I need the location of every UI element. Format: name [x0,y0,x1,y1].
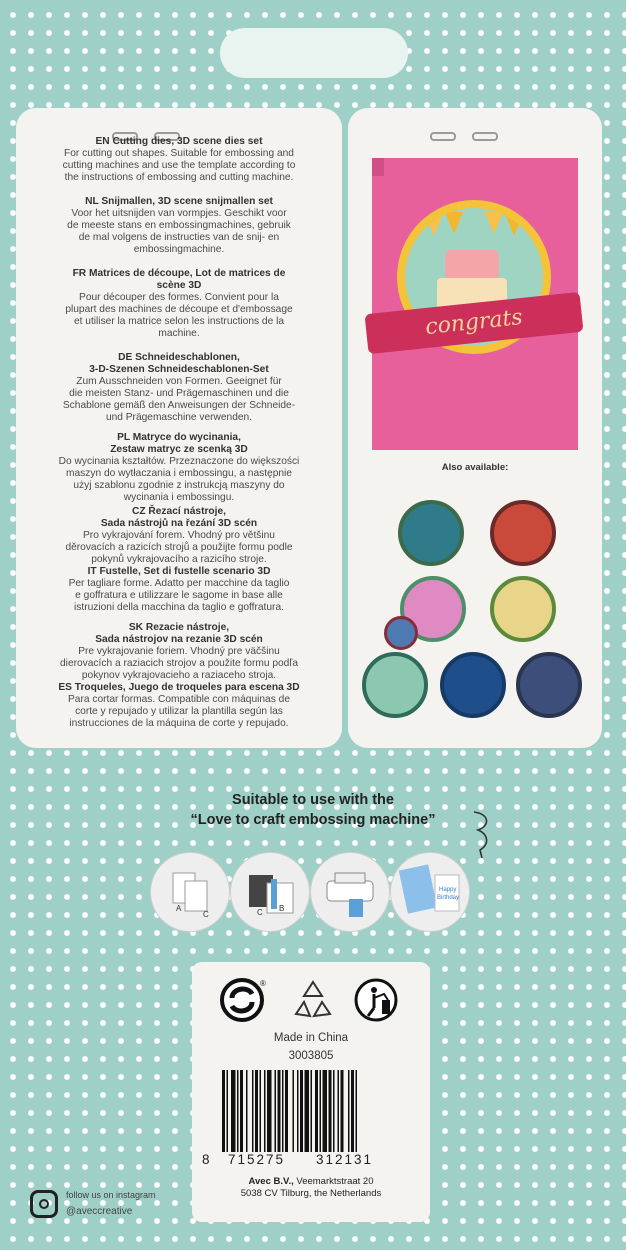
step-3-machine [310,852,390,932]
bunting-icon [405,208,543,248]
instruction-body-line: Pour découper des formes. Convient pour la [79,292,279,303]
instruction-body-line: Schablone gemäß den Anweisungen der Schneide- [62,400,296,411]
thumb-park [362,652,428,718]
instruction-title: NL Snijmallen, 3D scene snijmallen set [85,196,273,207]
barcode-bar [323,1070,328,1152]
instruction-title-2: scène 3D [156,280,202,291]
instruction-block [16,506,342,566]
instruction-block [16,196,342,256]
info-panel: ® Made in China 3003805 8 715275 312131 Avec B.V., Veemarktstraat 20 5038 CV Tilburg, the Netherlands [192,962,430,1222]
barcode-bar [231,1070,236,1152]
staples [430,128,514,138]
svg-text:®: ® [260,979,266,988]
thumb-stage [490,500,556,566]
step-2-sandwich [230,852,310,932]
barcode-bar [333,1070,335,1152]
instruction-body-line: Per tagliare forme. Adatto per macchine da taglio [68,578,290,589]
instruction-body-line: embossingmachine. [133,244,225,255]
instruction-body-line: Pro vykrajování forem. Vhodný pro většinu [83,530,275,541]
instruction-body-line: the instructions of embossing and cutting machine. [64,172,294,183]
barcode-bar [252,1070,254,1152]
instruction-title-2: Sada nástrojov na rezanie 3D scén [95,634,263,645]
barcode-bar [348,1070,350,1152]
instruction-body-line: de meeste stans en embossingmachines, gebruik [67,220,291,231]
instruction-block [16,268,342,340]
thumb-ocean [440,652,506,718]
card-fold [372,158,384,176]
instruction-title: DE Schneideschablonen, [118,352,240,363]
svg-text:B: B [279,904,285,913]
svg-text:C: C [257,908,263,917]
instruction-body-line: corte y repujado y utilizar la plantilla según las [75,706,283,717]
instruction-body-line: Zum Ausschneiden von Formen. Geeignet für [76,376,282,387]
instruction-block [16,136,342,184]
step-1-template [150,852,230,932]
instruction-body-line: użyj szablonu zgodnie z instrukcją maszyny do [73,480,285,491]
hang-hole [220,28,408,78]
cake-top [445,250,499,280]
barcode-bar [338,1070,340,1152]
instruction-body-line: plupart des machines de découpe et d'embossage [65,304,293,315]
barcode-bar [356,1070,358,1152]
instruction-body-line: pokynov vykrajovacieho a raziaceho stroja. [81,670,277,681]
thumb-small-car [384,616,418,650]
machine-icon [311,853,389,931]
barcode-bar [293,1070,295,1152]
instruction-block [16,432,342,504]
barcode-bar [282,1070,284,1152]
instruction-body-line: Do wycinania kształtów. Przeznaczone do większości [58,456,300,467]
instruction-title-2: Zestaw matryc ze scenką 3D [110,444,248,455]
curl-arrow-icon [470,808,492,860]
barcode-bar [315,1070,318,1152]
instruction-body-line: de mal volgens de instructies van de snij- en [78,232,280,243]
green-dot-icon [218,976,270,1026]
instruction-body-line: Para cortar formas. Compatible con máquinas de [68,694,290,705]
instruction-title-2: Sada nástrojů na řezání 3D scén [100,518,258,529]
city-line: 5038 CV Tilburg, the Netherlands [240,1188,382,1199]
instruction-title: ES Troqueles, Juego de troqueles para escena 3D [58,682,300,693]
barcode-bar [227,1070,229,1152]
barcode-bar [305,1070,310,1152]
die-sandwich-icon [231,853,309,931]
follow-text: follow us on instagram [66,1190,156,1200]
thumb-castle [398,500,464,566]
step1-label-c: C [203,910,209,919]
instruction-body-line: maszyn do wytłaczania i embossingu, a następnie [66,468,292,479]
instruction-title: CZ Řezací nástroje, [132,506,226,517]
barcode-bar [278,1070,281,1152]
congrats-ribbon: congrats [365,292,584,354]
finished-card-icon [391,853,469,931]
instruction-title: PL Matryce do wycinania, [117,432,241,443]
product-image-panel [348,108,602,748]
instruction-title: FR Matrices de découpe, Lot de matrices de [72,268,286,279]
instruction-body-line: e goffratura e utilizzare le sagome in base alle [75,590,283,601]
barcode-bar [297,1070,299,1152]
instruction-block [16,352,342,424]
barcode-bar [237,1070,239,1152]
instruction-body-line: et utiliser la matrice selon les instructions de la [73,316,285,327]
instruction-body-line: For cutting out shapes. Suitable for embossing and [64,148,294,159]
barcode-bar [246,1070,248,1152]
instruction-block [16,682,342,730]
barcode-bar [320,1070,322,1152]
svg-text:Happy: Happy [439,887,457,893]
instruction-body-line: machine. [158,328,200,339]
instruction-body-line: und Prägemaschine verwenden. [105,412,253,423]
barcode-bar [267,1070,272,1152]
tidyman-icon [352,976,402,1026]
also-available-label: Also available: [441,462,509,473]
instruction-body-line: děrovacích a razicích strojů a použijte formu podle [65,542,293,553]
barcode-bar [351,1070,354,1152]
barcode-bar [329,1070,332,1152]
barcode-bar [285,1070,288,1152]
instruction-title: SK Rezacie nástroje, [128,622,230,633]
instagram-icon [30,1190,58,1218]
instruction-body-line: Voor het uitsnijden van vormpjes. Geschikt voor [71,208,287,219]
suitable-line1: Suitable to use with the [232,792,394,808]
barcode-bar [255,1070,258,1152]
made-in-text: Made in China [273,1032,349,1044]
instagram-handle[interactable]: @aveccreative [66,1206,133,1217]
instruction-title: IT Fustelle, Set di fustelle scenario 3D [87,566,271,577]
svg-text:Birthday: Birthday [437,895,460,901]
barcode-bar [264,1070,266,1152]
suitable-text [0,790,626,830]
instruction-body-line: wycinania i embossingu. [123,492,235,503]
instruction-block [16,566,342,614]
company-line: Avec B.V., Veemarktstraat 20 [248,1176,374,1187]
barcode-bar [341,1070,344,1152]
step1-label-a: A [176,904,182,913]
suitable-line2: “Love to craft embossing machine” [190,812,436,828]
barcode-bar [275,1070,277,1152]
thumb-city [516,652,582,718]
instruction-body-line: pokynů vykrajovacího a razicího stroje. [91,554,267,565]
instruction-body-line: Pre vykrajovanie foriem. Vhodný pre väčšinu [78,646,280,657]
instruction-title: EN Cutting dies, 3D scene dies set [95,136,263,147]
instruction-title-2: 3-D-Szenen Schneideschablonen-Set [89,364,269,375]
thumb-fox [490,576,556,642]
barcode-bar [222,1070,225,1152]
step-4-finished [390,852,470,932]
instruction-body-line: dierovacích a raziacich strojov a použite formu podľa [60,658,298,669]
barcode [222,1070,404,1152]
barcode-bar [240,1070,243,1152]
instruction-body-line: instrucciones de la máquina de corte y repujado. [69,718,289,729]
barcode-bar [260,1070,262,1152]
instruction-body-line: istruzioni della macchina da taglio e goffratura. [74,602,284,613]
die-template-icon [151,853,229,931]
instruction-body-line: cutting machines and use the template according to [62,160,296,171]
instruction-body-line: die meisten Stanz- und Prägemaschinen und die [69,388,289,399]
article-number: 3003805 [288,1050,334,1062]
instruction-block [16,622,342,682]
instructions-panel [16,108,342,748]
barcode-bar [311,1070,313,1152]
barcode-bar [300,1070,303,1152]
recycle-icon [288,976,338,1026]
